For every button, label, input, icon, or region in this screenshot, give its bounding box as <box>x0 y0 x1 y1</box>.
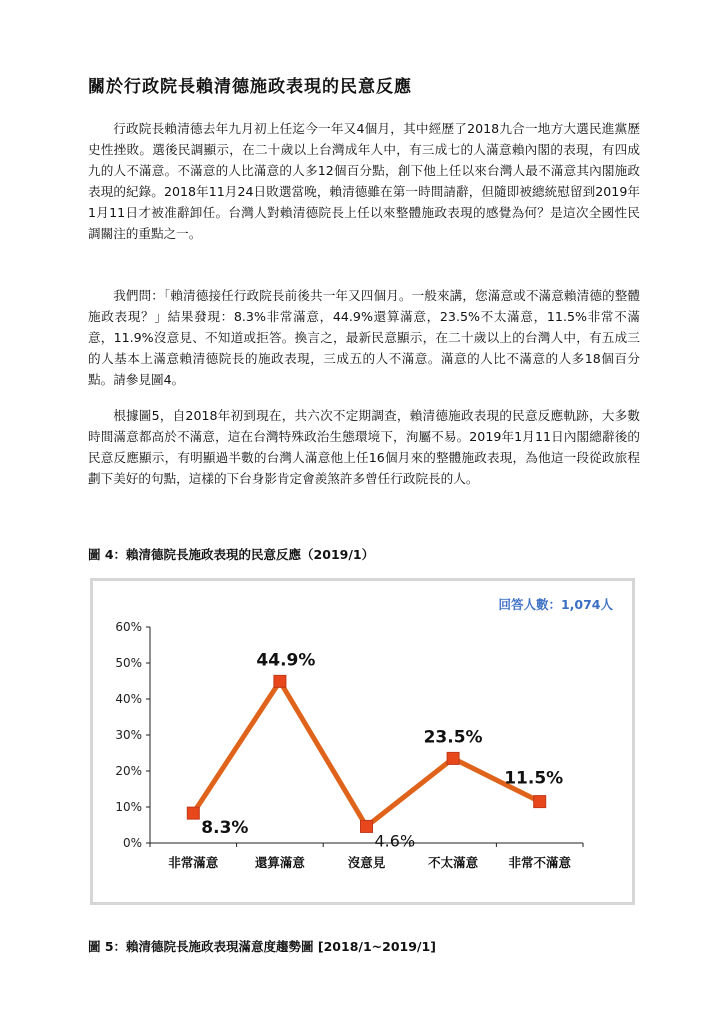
chart-svg <box>93 581 632 902</box>
x-tick-label: 非常滿意 <box>168 855 219 870</box>
paragraph-3: 根據圖5，自2018年初到現在，共六次不定期調查，賴清德施政表現的民意反應軌跡，大多數時間滿意都高於不滿意，這在台灣特殊政治生態環境下，洵屬不易。2019年1月11日內閣總辭後的民意反應顯示，有明顯過半數的台灣人滿意他上任16個月來的整體施政表現，為他這一段從政旅程劃下美好的句點，這樣的下台身影肯定會羨煞許多曾任行政院長的人。 <box>88 408 640 486</box>
y-tick-label: 30% <box>115 728 142 742</box>
figure-4-chart <box>90 578 635 905</box>
data-value-label: 11.5% <box>504 768 564 789</box>
x-tick-label: 非常不滿意 <box>508 855 571 870</box>
figure-5-caption: 圖 5：賴清德院長施政表現滿意度趨勢圖 [2018/1~2019/1] <box>88 939 436 954</box>
x-tick-label: 沒意見 <box>347 855 386 870</box>
respondent-count-annotation: 回答人數：1,074人 <box>498 597 613 612</box>
data-value-label: 8.3% <box>201 818 249 839</box>
paragraph-2: 我們問：「賴清德接任行政院長前後共一年又四個月。一般來講，您滿意或不滿意賴清德的整體施政表現？」結果發現：8.3%非常滿意，44.9%還算滿意，23.5%不太滿意，11.5%非常不滿意，11.9%沒意見、不知道或拒答。換言之，最新民意顯示，在二十歲以上的台灣人中，有五成三的人基本上滿意賴清德院長的施政表現，三成五的人不滿意。滿意的人比不滿意的人多18個百分點。請參見圖4。 <box>88 288 640 387</box>
data-point-marker <box>274 675 286 687</box>
data-point-marker <box>447 752 459 764</box>
y-tick-label: 10% <box>115 800 142 814</box>
x-tick-label: 還算滿意 <box>254 855 305 870</box>
series-line <box>193 681 539 826</box>
data-point-marker <box>361 820 373 832</box>
page-heading: 關於行政院長賴清德施政表現的民意反應 <box>88 77 412 97</box>
paragraph-1: 行政院長賴清德去年九月初上任迄今一年又4個月，其中經歷了2018九合一地方大選民進黨歷史性挫敗。選後民調顯示，在二十歲以上台灣成年人中，有三成七的人滿意賴內閣的表現，有四成九的人不滿意。不滿意的人比滿意的人多12個百分點，創下他上任以來台灣人最不滿意其內閣施政表現的紀錄。2018年11月24日敗選當晚，賴清德雖在第一時間請辭，但隨即被總統慰留到2019年1月11日才被准辭卸任。台灣人對賴清德院長上任以來整體施政表現的感覺為何？是這次全國性民調關注的重點之一。 <box>88 121 640 241</box>
data-point-marker <box>187 807 199 819</box>
data-value-label: 23.5% <box>423 727 483 748</box>
figure-4-caption: 圖 4：賴清德院長施政表現的民意反應（2019/1） <box>88 547 375 562</box>
y-tick-label: 40% <box>115 692 142 706</box>
y-tick-label: 0% <box>122 836 142 850</box>
y-tick-label: 50% <box>115 656 142 670</box>
data-value-label: 44.9% <box>256 650 316 671</box>
data-value-label: 4.6% <box>374 831 416 851</box>
y-tick-label: 20% <box>115 764 142 778</box>
y-tick-label: 60% <box>115 620 142 634</box>
x-tick-label: 不太滿意 <box>428 855 479 870</box>
data-point-marker <box>534 796 546 808</box>
